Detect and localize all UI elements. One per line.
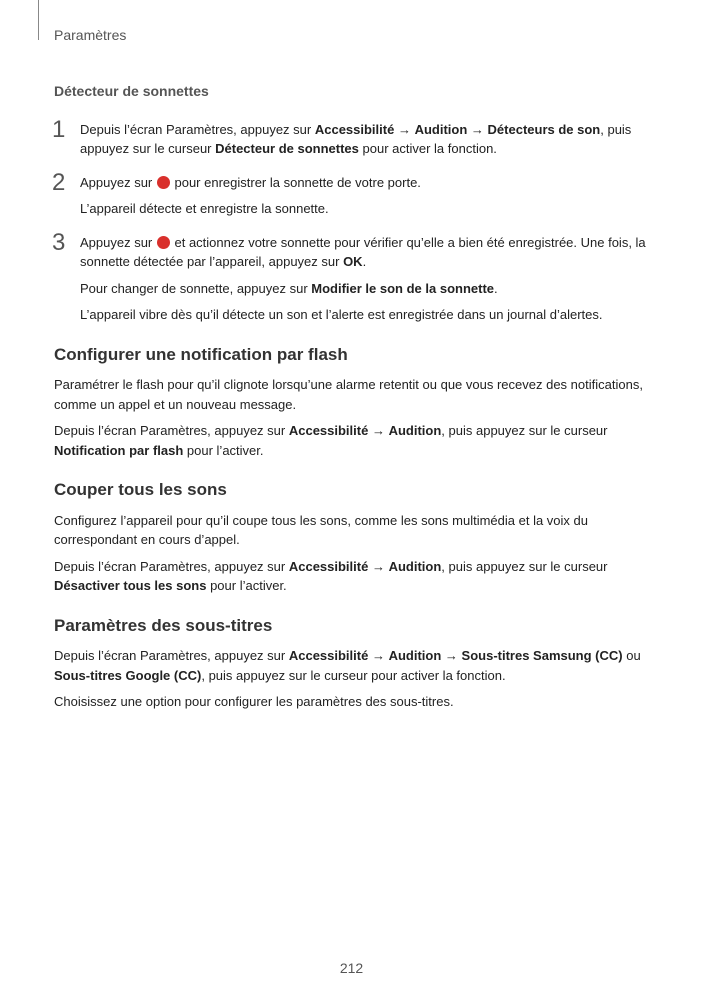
page-content <box>54 82 654 719</box>
step-2 <box>52 168 654 219</box>
paragraph: Depuis l’écran Paramètres, appuyez sur Accessibilité → Audition, puis appuyez sur le curseur Notification par flash pour l’activer. <box>54 423 608 458</box>
step-text: Appuyez sur pour enregistrer la sonnette de votre porte. <box>80 174 421 190</box>
step-note: L’appareil détecte et enregistre la sonnette. <box>80 201 329 216</box>
section-title-flash-notification: Configurer une notification par flash <box>54 344 348 364</box>
step-text: Appuyez sur et actionnez votre sonnette pour vérifier qu’elle a bien été enregistrée. Une fois, la sonnette détectée par l’appareil, appuyez sur OK. <box>80 234 646 269</box>
record-icon <box>157 236 170 249</box>
step-number: 1 <box>52 115 66 143</box>
paragraph: Configurez l’appareil pour qu’il coupe tous les sons, comme les sons multimédia et la voix du correspondant en cours d’appel. <box>54 512 588 547</box>
header-divider-line <box>38 0 39 40</box>
step-1 <box>52 115 654 159</box>
paragraph: Paramétrer le flash pour qu’il clignote lorsqu’une alarme retentit ou que vous recevez des notifications, comme un appel et un nouveau message. <box>54 377 643 412</box>
step-number: 2 <box>52 168 66 196</box>
paragraph: Choisissez une option pour configurer les paramètres des sous-titres. <box>54 694 454 709</box>
step-number: 3 <box>52 228 66 256</box>
section-title-doorbell-detector: Détecteur de sonnettes <box>54 83 209 99</box>
page-number: 212 <box>339 960 364 976</box>
section-title-captions: Paramètres des sous-titres <box>54 615 273 635</box>
paragraph: Depuis l’écran Paramètres, appuyez sur Accessibilité → Audition, puis appuyez sur le curseur Désactiver tous les sons pour l’activer. <box>54 558 608 593</box>
step-note: L’appareil vibre dès qu’il détecte un son et l’alerte est enregistrée dans un journal d’alertes. <box>80 307 603 322</box>
step-note: Pour changer de sonnette, appuyez sur Modifier le son de la sonnette. <box>80 280 498 296</box>
step-3 <box>52 228 654 325</box>
section-title-mute-all: Couper tous les sons <box>54 480 227 499</box>
record-icon <box>157 176 170 189</box>
page-header-title: Paramètres <box>54 27 127 43</box>
step-text: Depuis l’écran Paramètres, appuyez sur Accessibilité → Audition → Détecteurs de son, puis appuyez sur le curseur Détecteur de sonnettes pour activer la fonction. <box>80 121 632 156</box>
paragraph: Depuis l’écran Paramètres, appuyez sur Accessibilité → Audition → Sous-titres Samsung (CC) ou Sous-titres Google (CC), puis appuyez sur le curseur pour activer la fonction. <box>54 648 641 683</box>
